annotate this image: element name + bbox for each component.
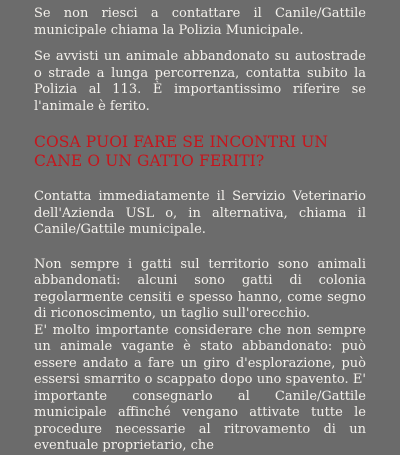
paragraph-colony-cats: Non sempre i gatti sul territorio sono animali abbandonati: alcuni sono gatti di colonia regolarmente censiti e spesso hanno, come segno di riconoscimento, un taglio sull'orecchio. — [34, 256, 366, 321]
paragraph-contact-municipal-police: Se non riesci a contattare il Canile/Gattile municipale chiama la Polizia Municipale. — [34, 6, 366, 38]
section-heading-injured-animals: COSA PUOI FARE SE INCONTRI UN CANE O UN GATTO FERITI? — [34, 133, 329, 170]
paragraph-stray-animals: E' molto importante considerare che non sempre un animale vagante è stato abbandonato: può essere andato a fare un giro d'esplorazione, può essersi smarrito o scappato dopo uno spavento. E' importante consegnarlo al Canile/Gattile municipale affinché vengano attivate tutte le procedure necessarie al ritrovamento di un eventuale proprietario, che — [34, 322, 366, 453]
paragraph-veterinary-service: Contatta immediatamente il Servizio Veterinario dell'Azienda USL o, in alternativa, chiama il Canile/Gattile municipale. — [34, 189, 366, 237]
paragraph-highway-police: Se avvisti un animale abbandonato su autostrade o strade a lunga percorrenza, contatta subito la Polizia al 113. È importantissimo riferire se l'animale è ferito. — [34, 49, 366, 114]
